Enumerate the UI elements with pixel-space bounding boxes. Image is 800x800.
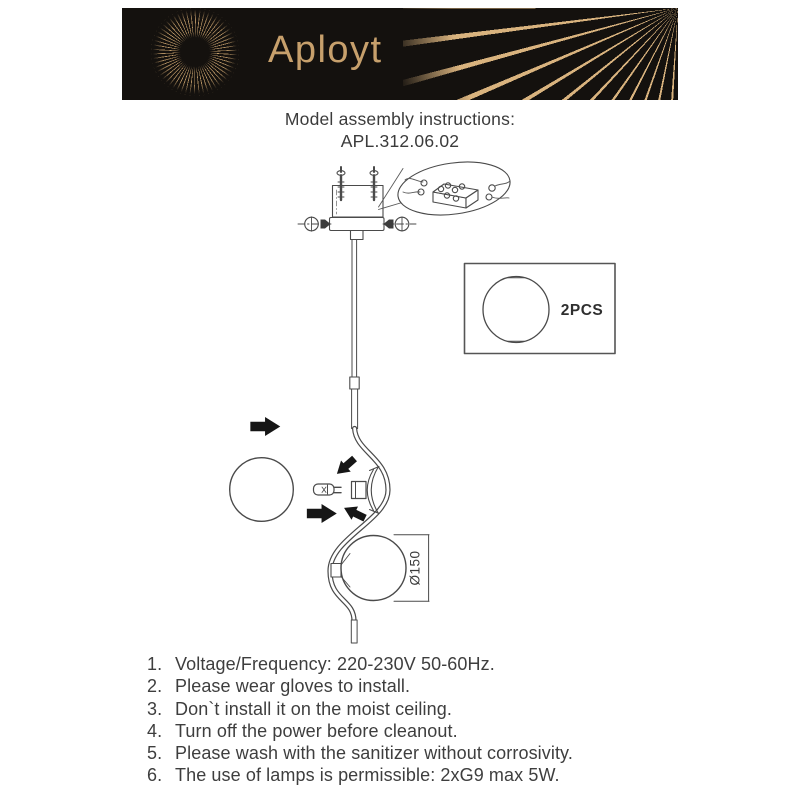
side-screw-left-icon	[298, 217, 331, 231]
list-item	[147, 675, 687, 697]
page-title: Model assembly instructions:	[284, 109, 516, 129]
list-item	[147, 720, 687, 742]
side-screw-right-icon	[383, 217, 416, 231]
assembly-arrows	[250, 417, 368, 525]
g9-bulb-icon	[314, 484, 342, 495]
glass-globe-icon	[230, 458, 294, 522]
screw-icon	[370, 167, 378, 200]
item-number: 4.	[147, 720, 163, 741]
suspension-rod	[350, 240, 359, 429]
item-number: 2.	[147, 676, 163, 697]
list-item	[147, 764, 687, 786]
item-text: Turn off the power before cleanout.	[175, 720, 458, 741]
wiring-callout	[379, 155, 514, 221]
arrow-right-icon	[250, 417, 280, 436]
glass-globe-icon	[483, 277, 549, 343]
item-text: Voltage/Frequency: 220-230V 50-60Hz.	[175, 654, 495, 674]
list-item	[147, 742, 687, 764]
list-item	[147, 653, 687, 675]
item-text: Please wear gloves to install.	[175, 676, 411, 697]
arrow-right-icon	[307, 504, 337, 523]
arrow-up-left-icon	[341, 501, 368, 525]
parts-count-label: 2PCS	[560, 302, 604, 319]
item-text: Please wash with the sanitizer without corrosivity.	[175, 743, 573, 764]
list-item	[147, 698, 687, 720]
screw-icon	[337, 167, 345, 200]
instruction-list	[147, 653, 687, 787]
item-text: The use of lamps is permissible: 2xG9 max 5W.	[175, 765, 560, 786]
item-number: 3.	[147, 698, 163, 719]
arrow-down-left-icon	[332, 453, 359, 479]
parts-box	[465, 264, 616, 354]
item-number: 6.	[147, 765, 163, 786]
model-number: APL.312.06.02	[340, 131, 460, 151]
globe-diameter-label: Ø150	[407, 550, 423, 586]
item-number: 5.	[147, 743, 163, 764]
dimension-annotation	[394, 535, 429, 601]
item-text: Don`t install it on the moist ceiling.	[175, 698, 452, 719]
brand-name: Aployt	[268, 29, 383, 71]
item-number: 1.	[147, 654, 163, 674]
lamp-socket-icon	[352, 467, 380, 514]
